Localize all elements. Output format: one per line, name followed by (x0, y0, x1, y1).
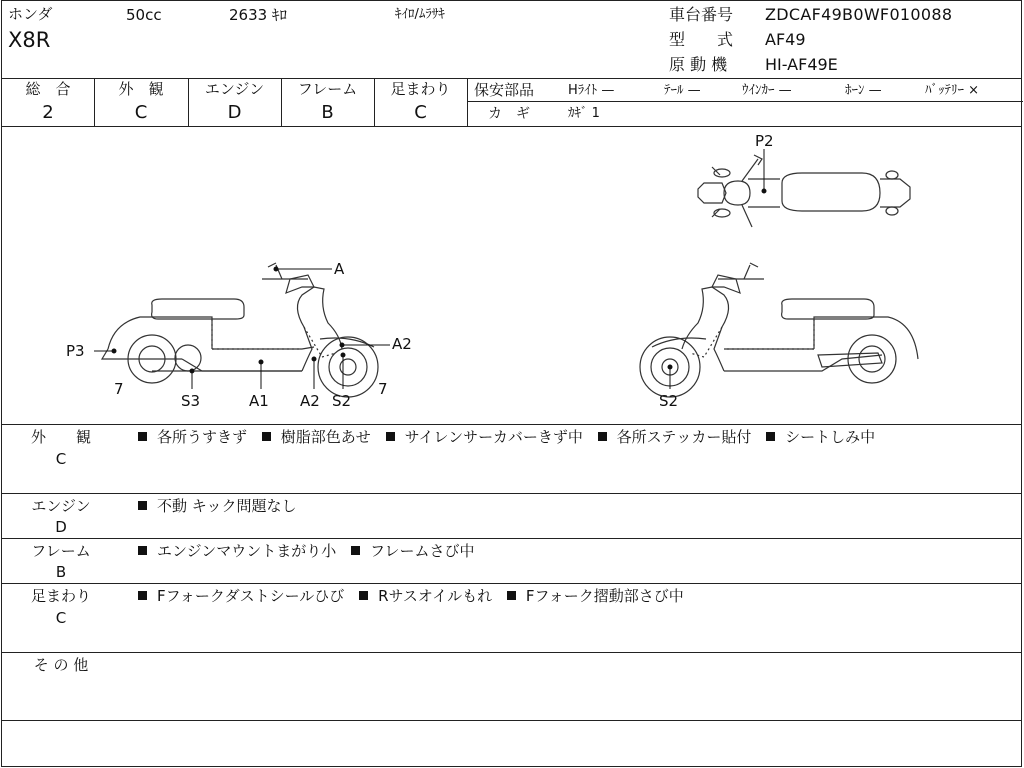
divider (2, 424, 1021, 425)
model-type-label: 型 式 (669, 30, 734, 49)
point-label-7-right: 7 (378, 380, 388, 398)
point-label-s2-right-view: S2 (659, 392, 679, 410)
note-item: エンジンマウントまがり小 (157, 542, 337, 560)
note-item: 樹脂部色あせ (280, 428, 371, 446)
exterior-grade-label: 外 観 (118, 80, 164, 98)
point-label-7-left: 7 (114, 380, 124, 398)
exterior-notes-label: 外 観 (30, 428, 91, 446)
engine-type: HI-AF49E (765, 55, 838, 74)
point-label-p3: P3 (66, 342, 85, 360)
point-label-a2-bottom: A2 (300, 392, 320, 410)
note-item: Fフォーク摺動部さび中 (525, 587, 684, 605)
left-side-view (102, 263, 378, 397)
engine-type-label: 原 動 機 (669, 55, 728, 74)
maker-name: ホンダ (8, 5, 53, 23)
frame-grade: B (321, 102, 334, 123)
engine-notes (138, 499, 306, 514)
divider (2, 583, 1021, 584)
headlight-status: Hﾗｲﾄ — (568, 83, 615, 98)
frame-notes (138, 544, 484, 559)
engine-grade: D (227, 102, 242, 123)
key-count: ｶｷﾞ 1 (568, 106, 600, 121)
note-item: Fフォークダストシールひび (157, 587, 345, 605)
model-type: AF49 (765, 30, 806, 49)
bullet-icon (138, 432, 147, 441)
suspension-grade-label: 足まわり (390, 80, 451, 98)
divider (467, 101, 1023, 102)
model-name: X8R (8, 28, 51, 52)
bullet-icon (598, 432, 607, 441)
note-item: Rサスオイルもれ (378, 587, 493, 605)
point-label-p2: P2 (755, 132, 774, 150)
bullet-icon (766, 432, 775, 441)
bullet-icon (359, 591, 368, 600)
taillight-status: ﾃｰﾙ — (664, 83, 701, 98)
divider (2, 652, 1021, 653)
bullet-icon (351, 546, 360, 555)
note-item: 各所ステッカー貼付 (616, 428, 752, 446)
divider (467, 78, 468, 126)
note-item: 不動 キック問題なし (157, 497, 297, 515)
frame-number: ZDCAF49B0WF010088 (765, 5, 953, 24)
winker-status: ｳｲﾝｶｰ — (742, 83, 792, 98)
note-item: フレームさび中 (370, 542, 475, 560)
engine-notes-grade: D (55, 518, 67, 536)
overall-grade-label: 総 合 (25, 80, 71, 98)
bullet-icon (507, 591, 516, 600)
divider (2, 78, 1021, 79)
engine-notes-label: エンジン (31, 497, 91, 515)
inspection-sheet (1, 0, 1022, 767)
bullet-icon (138, 501, 147, 510)
suspension-notes-label: 足まわり (30, 587, 91, 605)
point-label-a1: A1 (249, 392, 269, 410)
displacement: 50cc (126, 6, 162, 24)
suspension-notes (138, 589, 694, 604)
suspension-notes-grade: C (55, 609, 67, 627)
point-label-s2: S2 (332, 392, 352, 410)
suspension-grade: C (414, 102, 427, 123)
top-view (698, 155, 910, 227)
point-label-a: A (334, 260, 345, 278)
frame-grade-label: フレーム (297, 80, 358, 98)
mileage: 2633 ｷﾛ (229, 6, 287, 24)
frame-number-label: 車台番号 (669, 5, 734, 24)
battery-status: ﾊﾞｯﾃﾘｰ × (925, 83, 980, 98)
horn-status: ﾎｰﾝ — (845, 83, 882, 98)
exterior-grade: C (134, 102, 148, 123)
note-item: 各所うすきず (157, 428, 248, 446)
frame-notes-label: フレーム (31, 542, 91, 560)
bullet-icon (262, 432, 271, 441)
point-label-a2: A2 (392, 335, 412, 353)
other-notes-label: そ の 他 (33, 656, 89, 674)
exterior-notes (138, 430, 885, 445)
body-color: ｷｲﾛ/ﾑﾗｻｷ (395, 7, 445, 22)
bullet-icon (138, 591, 147, 600)
safety-parts-label: 保安部品 (474, 81, 535, 99)
overall-grade: 2 (42, 102, 54, 123)
exterior-notes-grade: C (55, 450, 67, 468)
point-label-s3: S3 (181, 392, 201, 410)
scooter-damage-diagram (2, 127, 1023, 424)
note-item: サイレンサーカバーきず中 (404, 428, 583, 446)
divider (2, 720, 1021, 721)
key-label: カ ギ (488, 106, 530, 122)
divider (2, 538, 1021, 539)
bullet-icon (138, 546, 147, 555)
engine-grade-label: エンジン (204, 80, 265, 98)
right-side-view (640, 263, 918, 397)
note-item: シートしみ中 (785, 428, 876, 446)
bullet-icon (386, 432, 395, 441)
divider (2, 493, 1021, 494)
frame-notes-grade: B (55, 563, 67, 581)
